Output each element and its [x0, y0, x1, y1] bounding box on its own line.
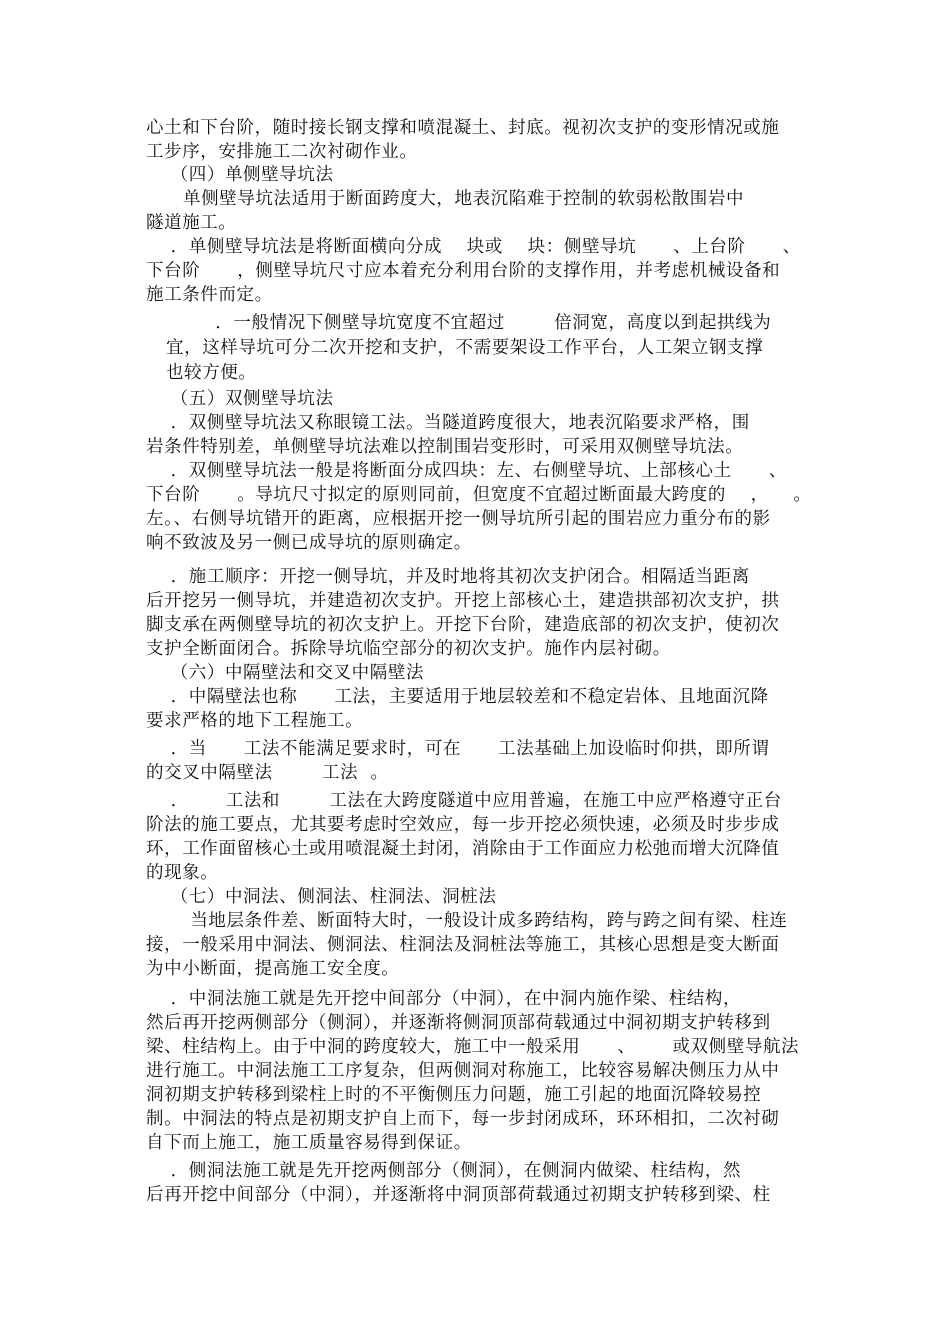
- text-line: 的交叉中隔壁法 工法 。: [146, 763, 389, 783]
- text-line: 自下而上施工，施工质量容易得到保证。: [146, 1133, 472, 1153]
- text-line: 要求严格的地下工程施工。: [146, 711, 364, 731]
- text-line: 单侧壁导坑法适用于断面跨度大，地表沉陷难于控制的软弱松散围岩中: [146, 189, 745, 209]
- text-line: 工步序，安排施工二次衬砌作业。: [146, 142, 418, 162]
- text-line: 后开挖另一侧导坑，并建造初次支护。开挖上部核心土，建造拱部初次支护，拱: [146, 591, 780, 611]
- text-line: 的现象。: [146, 863, 219, 883]
- text-line: 宜，这样导坑可分二次开挖和支护，不需要架设工作平台，人工架立钢支撑: [166, 338, 764, 358]
- text-line: 阶法的施工要点，尤其要考虑时空效应，每一步开挖必须快速，必须及时步步成: [146, 815, 780, 835]
- text-line: 施工条件而定。: [146, 285, 273, 305]
- text-line: 然后再开挖两侧部分（侧洞），并逐渐将侧洞顶部荷载通过中洞初期支护转移到: [146, 1013, 771, 1033]
- section-heading: （四）单侧壁导坑法: [146, 165, 334, 185]
- text-line: 洞初期支护转移到梁柱上时的不平衡侧压力问题，施工引起的地面沉降较易控: [146, 1085, 762, 1105]
- text-line: 脚支承在两侧壁导坑的初次支护上。开挖下台阶，建造底部的初次支护，使初次: [146, 615, 780, 635]
- text-line: 后再开挖中间部分（中洞），并逐渐将中洞顶部荷载通过初期支护转移到梁、柱: [146, 1185, 771, 1205]
- text-line: ． 工法和 工法在大跨度隧道中应用普遍，在施工中应严格遵守正台: [146, 791, 782, 811]
- text-line: 接，一般采用中洞法、侧洞法、柱洞法及洞桩法等施工，其核心思想是变大断面: [146, 935, 780, 955]
- text-line: 为中小断面，提高施工安全度。: [146, 959, 400, 979]
- text-line: 制。中洞法的特点是初期支护自上而下，每一步封闭成环，环环相扣，二次衬砌: [146, 1109, 780, 1129]
- text-line: 梁、柱结构上。由于中洞的跨度较大，施工中一般采用 、 或双侧壁导航法: [146, 1037, 800, 1057]
- text-line: ．施工顺序：开挖一侧导坑，并及时地将其初次支护闭合。相隔适当距离: [146, 567, 750, 587]
- text-line: 环，工作面留核心土或用喷混凝土封闭，消除由于工作面应力松弛而增大沉降值: [146, 839, 780, 859]
- text-line: 也较方便。: [166, 363, 257, 383]
- text-line: ．当 工法不能满足要求时，可在 工法基础上加设临时仰拱，即所谓: [146, 739, 770, 759]
- text-line: 下台阶 。导坑尺寸拟定的原则同前，但宽度不宜超过断面最大跨度的 ， 。: [146, 485, 812, 505]
- text-line: ．中隔壁法也称 工法，主要适用于地层较差和不稳定岩体、且地面沉降: [146, 687, 769, 707]
- text-line: ．一般情况下侧壁导坑宽度不宜超过 倍洞宽，高度以到起拱线为: [166, 313, 772, 333]
- text-line: 支护全断面闭合。拆除导坑临空部分的初次支护。施作内层衬砌。: [146, 639, 671, 659]
- text-line: 隧道施工。: [146, 213, 237, 233]
- text-line: ．侧洞法施工就是先开挖两侧部分（侧洞），在侧洞内做梁、柱结构，然: [146, 1161, 742, 1181]
- text-line: 响不致波及另一侧已成导坑的原则确定。: [146, 533, 472, 553]
- text-line: ．双侧壁导坑法又称眼镜工法。当隧道跨度很大，地表沉陷要求严格，围: [146, 413, 750, 433]
- section-heading: （七）中洞法、侧洞法、柱洞法、洞桩法: [146, 887, 497, 907]
- text-line: 当地层条件差、断面特大时，一般设计成多跨结构，跨与跨之间有梁、柱连: [178, 911, 788, 931]
- text-line: 进行施工。中洞法施工工序复杂，但两侧洞对称施工，比较容易解决侧压力从中: [146, 1061, 780, 1081]
- text-line: 岩条件特别差，单侧壁导坑法难以控制围岩变形时，可采用双侧壁导坑法。: [146, 437, 744, 457]
- text-line: 下台阶 ，侧壁导坑尺寸应本着充分利用台阶的支撑作用，并考虑机械设备和: [146, 261, 781, 281]
- section-heading: （五）双侧壁导坑法: [146, 389, 334, 409]
- text-line: 心土和下台阶，随时接长钢支撑和喷混凝土、封底。视初次支护的变形情况或施: [146, 118, 780, 138]
- text-line: 左。、右侧导坑错开的距离，应根据开挖一侧导坑所引起的围岩应力重分布的影: [146, 509, 771, 529]
- section-heading: （六）中隔壁法和交叉中隔壁法: [146, 663, 425, 683]
- text-line: ．中洞法施工就是先开挖中间部分（中洞），在中洞内施作梁、柱结构，: [146, 989, 742, 1009]
- text-line: ．双侧壁导坑法一般是将断面分成四块：左、右侧壁导坑、上部核心土 、: [146, 461, 787, 481]
- text-line: ．单侧壁导坑法是将断面横向分成 块或 块：侧壁导坑 、上台阶 、: [146, 237, 801, 257]
